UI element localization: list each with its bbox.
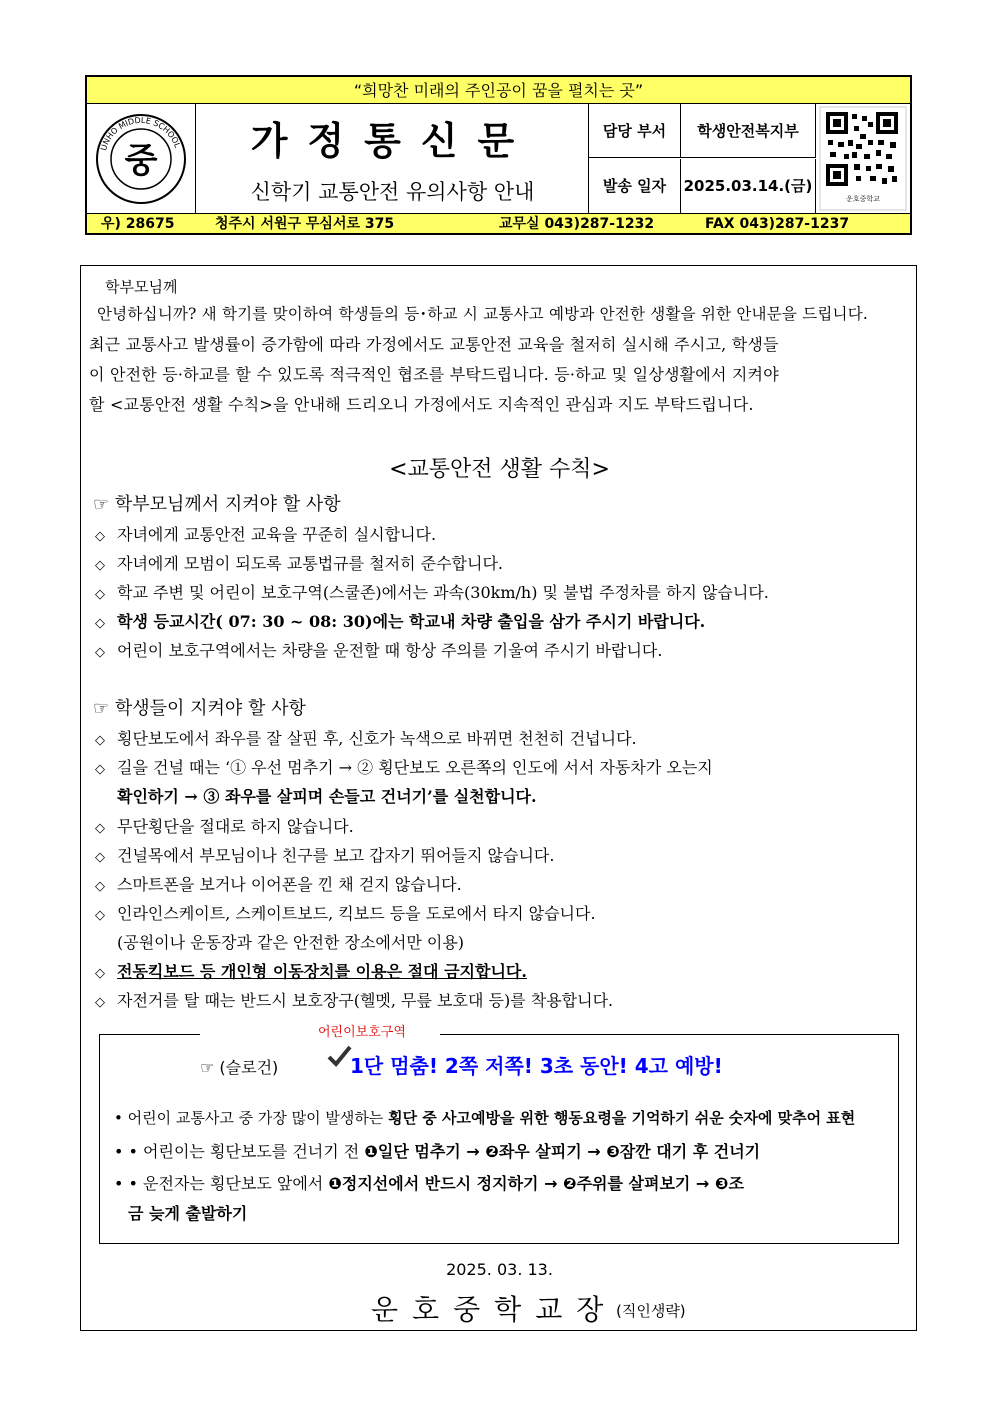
school-logo-icon <box>87 104 196 213</box>
pedestrian-icon: • <box>114 1142 124 1161</box>
principal-name: 운호중학교장 <box>371 1293 618 1326</box>
letter-line-1: 안녕하십니까? 새 학기를 맞이하여 학생들의 등･하교 시 교통사고 예방과 안전한 생활을 위한 안내문을 드립니다. <box>97 305 869 323</box>
parents-rule-1: ◇ 자녀에게 교통안전 교육을 꾸준히 실시합니다. <box>95 525 437 544</box>
greeting: 학부모님께 <box>105 278 178 296</box>
letter-line-2: 최근 교통사고 발생률이 증가함에 따라 가정에서도 교통안전 교육을 철저히 실시해 주시고, 학생들 <box>89 335 779 354</box>
school-logo-cell <box>87 104 196 213</box>
students-rule-6: ◇ 인라인스케이트, 스케이트보드, 킥보드 등을 도로에서 타지 않습니다. <box>95 904 596 923</box>
slogan-main-text: 1단 멈춤! 2쪽 저쪽! 3초 동안! 4고 예방! <box>350 1054 723 1078</box>
slogan-line-2: • • 어린이는 횡단보도를 건너기 전 ❶일단 멈추기 → ❷좌우 살피기 → ❸잠깐 대기 후 건너기 <box>114 1142 761 1161</box>
slogan-line-4: 금 늦게 출발하기 <box>128 1204 248 1223</box>
newsletter-body <box>80 265 917 1331</box>
parents-rule-5: ◇ 어린이 보호구역에서는 차량을 운전할 때 항상 주의를 기울여 주시기 바랍니다. <box>95 641 663 660</box>
newsletter-title: 가정통신문 <box>250 118 535 163</box>
zip-code: 우) 28675 <box>101 216 175 232</box>
students-rule-3: ◇ 무단횡단을 절대로 하지 않습니다. <box>95 817 354 836</box>
logo-char: 중 <box>124 141 158 181</box>
parents-rule-3: ◇ 학교 주변 및 어린이 보호구역(스쿨존)에서는 과속(30km/h) 및 불법 주정차를 하지 않습니다. <box>95 583 769 602</box>
slogan-box <box>99 1025 899 1244</box>
students-section-title: ☞ 학생들이 지켜야 할 사항 <box>93 698 306 719</box>
parents-section-title: ☞ 학부모님께서 지켜야 할 사항 <box>93 494 341 515</box>
qr-code-icon[interactable] <box>816 104 910 213</box>
seal-omitted-note: (직인생략) <box>616 1302 686 1320</box>
dept-value: 학생안전복지부 <box>681 104 816 158</box>
car-icon: • <box>114 1174 124 1193</box>
students-rule-5: ◇ 스마트폰을 보거나 이어폰을 낀 채 걷지 않습니다. <box>95 875 462 894</box>
students-rule-2: ◇ 길을 건널 때는 ‘① 우선 멈추기 → ② 횡단보도 오른쪽의 인도에 서서 자동차가 오는지 <box>95 758 713 777</box>
students-rule-7: ◇ 전동킥보드 등 개인형 이동장치를 이용은 절대 금지합니다. <box>95 962 527 981</box>
slogan-label: ☞ (슬로건) <box>200 1058 279 1077</box>
students-rule-1: ◇ 횡단보도에서 좌우를 잘 살핀 후, 신호가 녹색으로 바뀌면 천천히 건넙니다. <box>95 729 637 748</box>
newsletter-header <box>85 75 912 235</box>
parents-rule-2: ◇ 자녀에게 모범이 되도록 교통법규를 철저히 준수합니다. <box>95 554 504 573</box>
school-zone-label: 어린이보호구역 <box>318 1025 406 1040</box>
students-rule-4: ◇ 건널목에서 부모님이나 친구를 보고 갑자기 뛰어들지 않습니다. <box>95 846 555 865</box>
office-phone: 교무실 043)287-1232 <box>499 216 655 232</box>
students-rule-2-cont: 확인하기 → ③ 좌우를 살피며 손들고 건너기’를 실천합니다. <box>117 787 537 806</box>
address-bar <box>87 213 910 233</box>
qr-code-cell[interactable] <box>816 104 910 213</box>
title-cell <box>196 104 589 213</box>
students-rule-8: ◇ 자전거를 탈 때는 반드시 보호장구(헬멧, 무릎 보호대 등)를 착용합니다. <box>95 991 614 1010</box>
students-rule-6-note: (공원이나 운동장과 같은 안전한 장소에서만 이용) <box>117 933 465 952</box>
newsletter-subtitle: 신학기 교통안전 유의사항 안내 <box>250 180 535 204</box>
parents-rule-4: ◇ 학생 등교시간( 07: 30 ~ 08: 30)에는 학교내 차량 출입을 삼가 주시기 바랍니다. <box>95 612 706 631</box>
rules-title: <교통안전 생활 수칙> <box>389 457 610 482</box>
svg-text:UNHO MIDDLE SCHOOL: UNHO MIDDLE SCHOOL <box>99 115 183 152</box>
issue-date: 2025. 03. 13. <box>446 1260 553 1279</box>
fax-number: FAX 043)287-1237 <box>705 216 850 232</box>
slogan-line-3: • • 운전자는 횡단보도 앞에서 ❶정지선에서 반드시 정지하기 → ❷주위를 살펴보기 → ❸조 <box>114 1174 744 1193</box>
school-motto: “희망찬 미래의 주인공이 꿈을 펼치는 곳” <box>87 77 910 104</box>
header-middle-row <box>87 104 910 213</box>
letter-line-4: 할 <교통안전 생활 수칙>을 안내해 드리오니 가정에서도 지속적인 관심과 지도 부탁드립니다. <box>89 395 754 414</box>
check-icon <box>326 1043 352 1069</box>
dept-label: 담당 부서 <box>589 104 681 158</box>
letter-line-3: 이 안전한 등·하교를 할 수 있도록 적극적인 협조를 부탁드립니다. 등·하교 및 일상생활에서 지켜야 <box>89 365 779 384</box>
qr-caption: 운호중학교 <box>846 195 880 203</box>
slogan-line-1: • 어린이 교통사고 중 가장 많이 발생하는 횡단 중 사고예방을 위한 행동요령을 기억하기 쉬운 숫자에 맞추어 표현 <box>114 1109 856 1127</box>
date-label: 발송 일자 <box>589 159 681 213</box>
date-value: 2025.03.14.(금) <box>681 159 816 213</box>
street-address: 청주시 서원구 무심서로 375 <box>215 216 395 232</box>
